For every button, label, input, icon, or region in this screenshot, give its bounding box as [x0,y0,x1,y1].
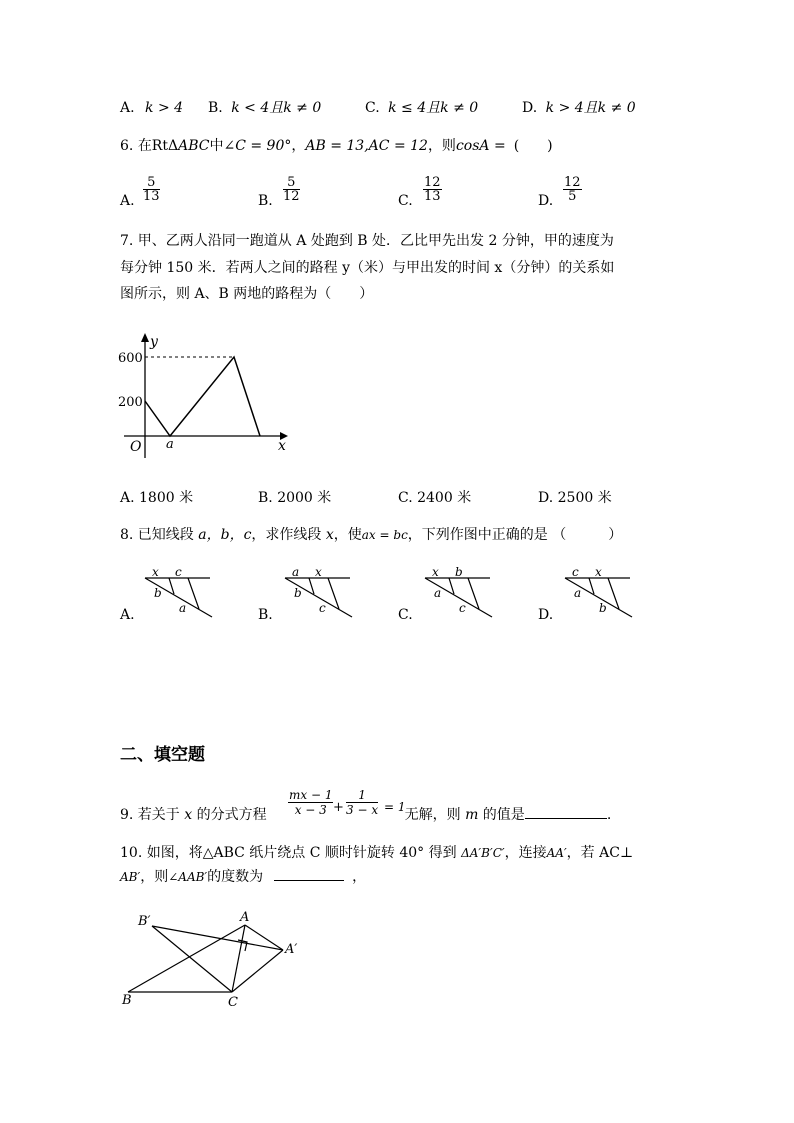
svg-text:b: b [154,586,162,600]
q10-line-1: 10. 如图，将△ABC 纸片绕点 C 顺时针旋转 40° 得到 ΔA′B′C′，连接AA′，若 AC⊥ [120,845,634,861]
q5-option-d: D. k > 4且k ≠ 0 [522,100,636,116]
q10-seg-AC [232,925,245,992]
q9-equals: = 1 [384,800,406,814]
q7-line-3: 图所示，则 A、B 两地的路程为（ ） [120,286,374,302]
svg-text:c: c [175,565,182,579]
q7-x-label: x [278,438,286,454]
q6-option-c-fraction: $\frac{12}{13}$ [424,175,441,204]
q7-option-d: D. 2500 米 [538,490,612,506]
q6-option-d-label: D. [538,193,554,209]
q10-line-2: AB′，则∠AAB′的度数为 ， [120,869,367,885]
svg-text:x: x [432,565,439,579]
svg-text:b: b [455,565,463,579]
svg-text:b: b [294,586,302,600]
svg-text:a: a [292,565,300,579]
svg-text:a: a [574,586,582,600]
q7-option-c: C. 2400 米 [398,490,472,506]
q7-tick-a: a [166,437,174,452]
q7-option-b: B. 2000 米 [258,490,332,506]
q10-label-A1: A′ [285,942,298,957]
q7-tick-200: 200 [118,395,143,410]
q10-label-A: A [240,910,250,925]
q10-seg-B1C [152,926,232,992]
q10-seg-A1C [232,950,283,992]
q8-option-b-label: B. [258,607,273,623]
svg-text:c: c [459,601,466,615]
q9-fraction-1: $\frac{mx - 1}{x - 3}$ [289,788,333,817]
q10-seg-B1A1 [152,926,283,950]
q9-fraction-2: $\frac{1}{3 - x}$ [346,788,379,817]
q6-stem: 6. 在RtΔABC中∠C = 90°，AB = 13,AC = 12，则cosA = ( ) [120,138,553,154]
q10-label-B: B [122,993,132,1008]
q8-stem: 8. 已知线段 a，b，c，求作线段 x，使ax = bc，下列作图中正确的是 （ ） [120,527,623,543]
q7-line-2: 每分钟 150 米．若两人之间的路程 y（米）与甲出发的时间 x（分钟）的关系如 [120,260,615,276]
svg-text:x: x [315,565,322,579]
svg-text:c: c [572,565,579,579]
svg-text:x: x [595,565,602,579]
q7-line-1: 7. 甲、乙两人沿同一跑道从 A 处跑到 B 处．乙比甲先出发 2 分钟，甲的速度为 [120,233,614,249]
svg-text:c: c [319,601,326,615]
q5-option-c: C. k ≤ 4且k ≠ 0 [365,100,479,116]
svg-text:a: a [434,586,442,600]
q6-option-c-label: C. [398,193,413,209]
q7-y-label: y [150,334,158,350]
q10-label-C: C [228,995,238,1010]
q10-seg-BA [128,925,245,992]
q7-tick-600: 600 [118,351,143,366]
q5-option-a: A. k > 4 [120,100,184,116]
svg-text:b: b [599,601,607,615]
q5-option-b: B. k < 4且k ≠ 0 [208,100,322,116]
q7-option-a: A. 1800 米 [120,490,194,506]
q9-stem: 9. 若关于 x 的分式方程 无解，则 m 的值是 . [120,807,612,823]
q8-option-d-label: D. [538,607,554,623]
svg-text:x: x [152,565,159,579]
q6-option-a-label: A. [120,193,135,209]
q6-option-b-fraction: $\frac{5}{12}$ [283,175,300,204]
q6-option-a-fraction: $\frac{5}{13}$ [143,175,160,204]
q10-label-B1: B′ [138,914,151,929]
q8-option-c-label: C. [398,607,413,623]
q6-option-d-fraction: $\frac{12}{5}$ [564,175,581,204]
q8-option-a-label: A. [120,607,135,623]
q6-option-b-label: B. [258,193,273,209]
section-title: 二、填空题 [120,745,205,765]
svg-text:a: a [179,601,187,615]
q9-plus: + [333,800,344,815]
q7-origin-label: O [130,439,142,455]
